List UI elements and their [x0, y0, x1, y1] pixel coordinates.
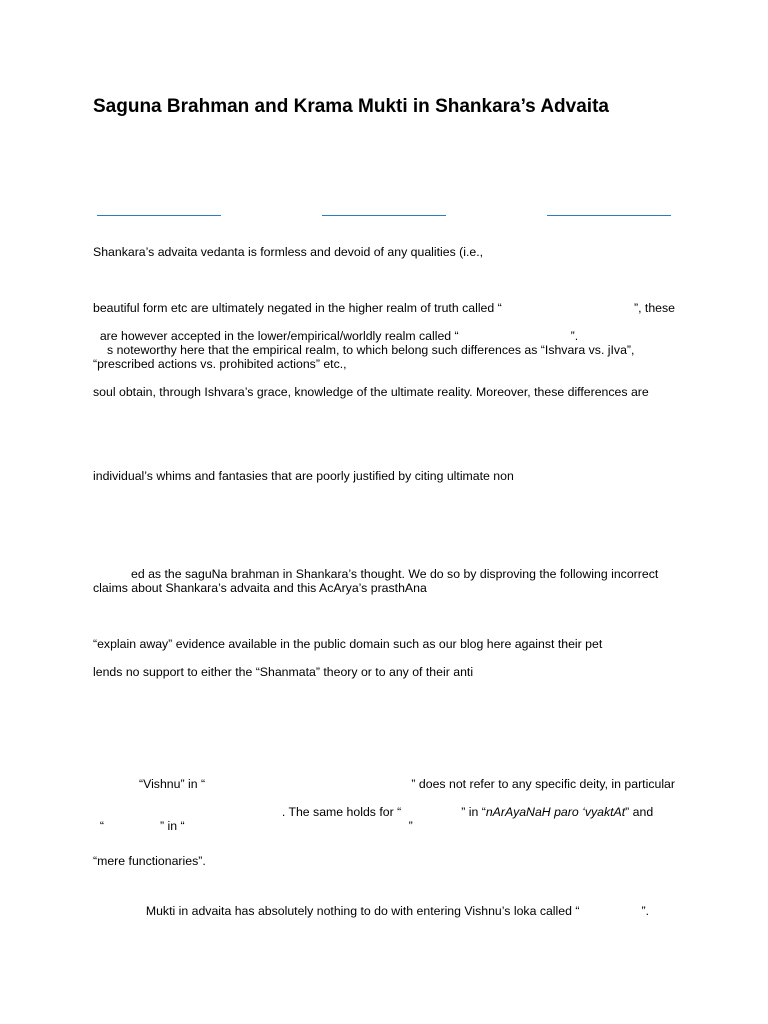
- link-underline[interactable]: [322, 215, 446, 216]
- paragraph-line: soul obtain, through Ishvara’s grace, knowledge of the ultimate reality. Moreover, these differences are: [93, 385, 649, 399]
- paragraph-line: Shankara’s advaita vedanta is formless and devoid of any qualities (i.e.,: [93, 245, 484, 259]
- link-underline[interactable]: [547, 215, 671, 216]
- paragraph-line: “ ” in “ ”: [99, 819, 413, 833]
- paragraph-line: claims about Shankara’s advaita and this AcArya’s prasthAna: [93, 581, 427, 595]
- paragraph-line: beautiful form etc are ultimately negated in the higher realm of truth called “ ”, these: [93, 301, 675, 315]
- paragraph-line: individual’s whims and fantasies that are poorly justified by citing ultimate non: [93, 469, 514, 483]
- paragraph-line: “Vishnu” in “ ” does not refer to any specific deity, in particular: [139, 777, 675, 791]
- paragraph-line: ed as the saguNa brahman in Shankara’s thought. We do so by disproving the following incorrect: [131, 567, 659, 581]
- paragraph-line: . The same holds for “ ” in “nArAyaNaH paro ‘vyaktAt” and: [281, 805, 654, 819]
- link-underline[interactable]: [97, 215, 221, 216]
- paragraph-line: “explain away” evidence available in the public domain such as our blog here against their pet: [93, 637, 603, 651]
- paragraph-line: s noteworthy here that the empirical realm, to which belong such differences as “Ishvara vs. jIva”,: [107, 343, 635, 357]
- paragraph-line: “mere functionaries”.: [93, 854, 206, 868]
- page-title: Saguna Brahman and Krama Mukti in Shankara’s Advaita: [93, 96, 609, 117]
- paragraph-line: Mukti in advaita has absolutely nothing to do with entering Vishnu’s loka called “ ”.: [145, 904, 649, 918]
- paragraph-line: lends no support to either the “Shanmata” theory or to any of their anti: [93, 665, 474, 679]
- paragraph-line: “prescribed actions vs. prohibited actions” etc.,: [93, 357, 347, 371]
- paragraph-line: are however accepted in the lower/empirical/worldly realm called “ ”.: [99, 329, 579, 343]
